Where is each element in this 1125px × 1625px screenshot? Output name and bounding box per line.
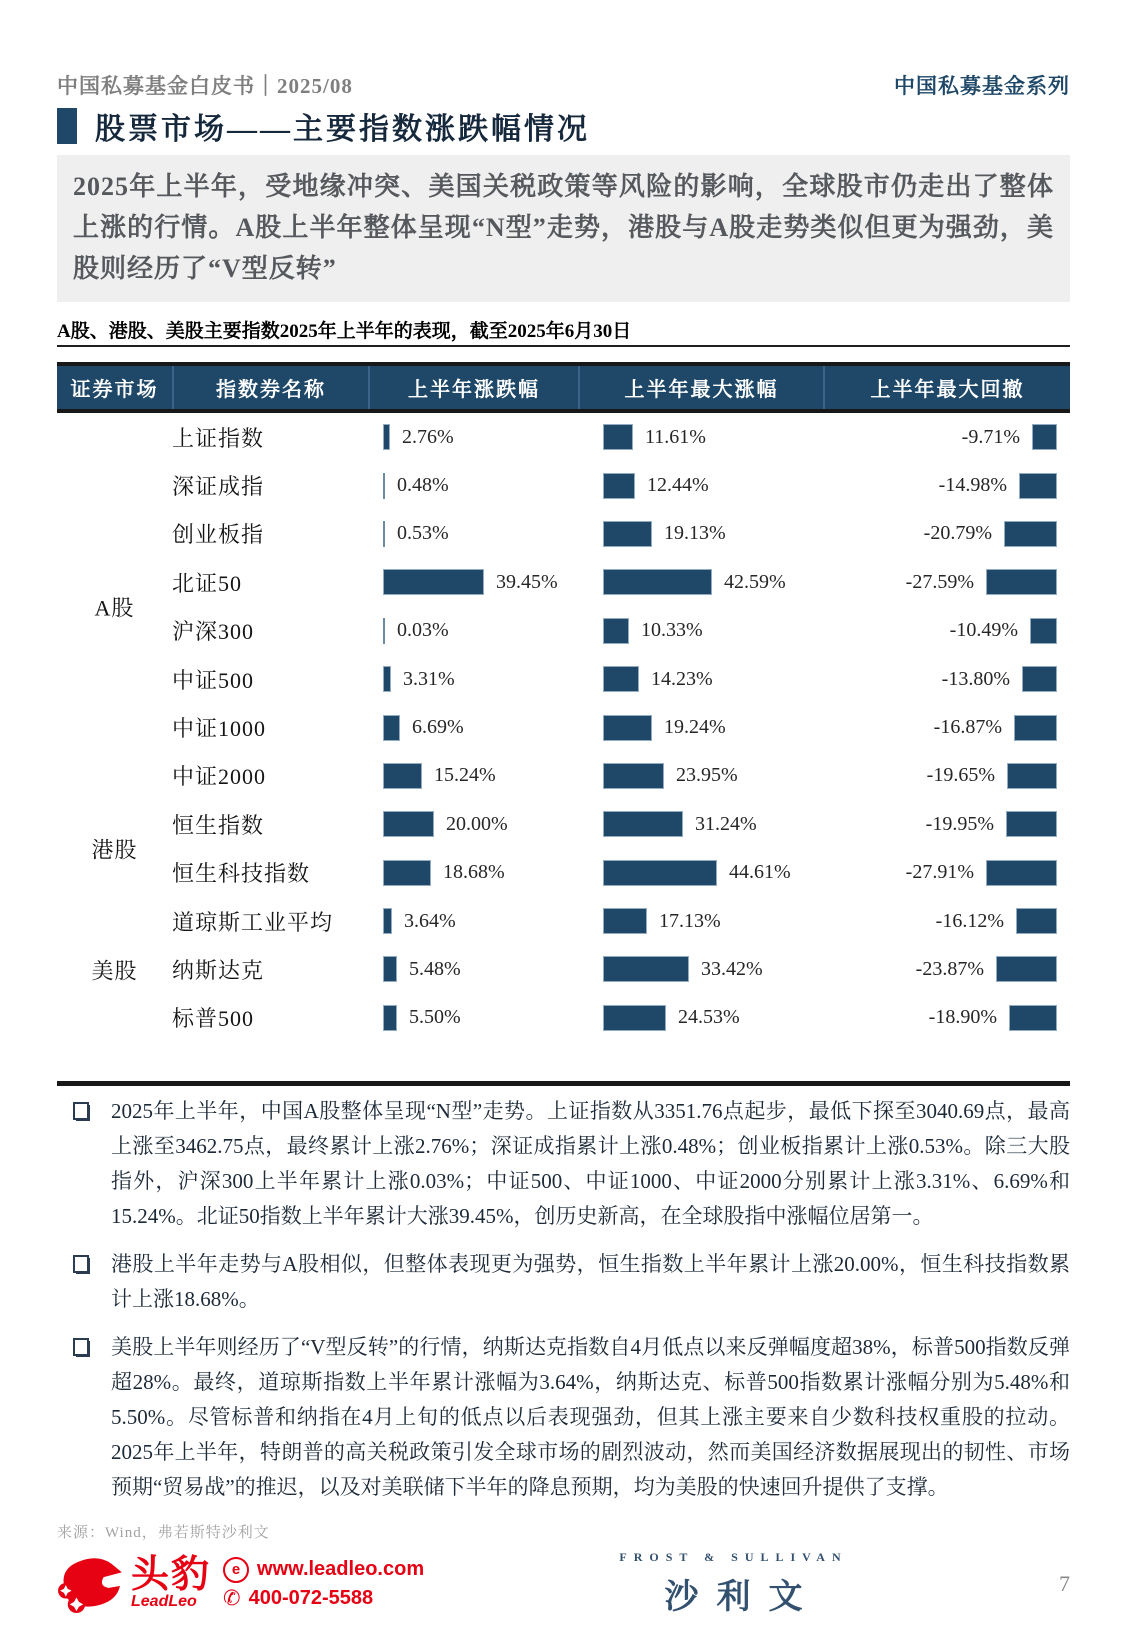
col-header-max-dd: 上半年最大回撤 [823, 366, 1070, 409]
bullet-square-icon [73, 1338, 89, 1356]
change-bar [383, 618, 385, 644]
index-name: 深证成指 [172, 474, 265, 500]
index-name: 道琼斯工业平均 [172, 909, 334, 935]
index-name: 中证500 [172, 667, 255, 693]
change-bar [383, 811, 434, 837]
leadleo-logo [57, 1554, 457, 1614]
table-row [57, 849, 1070, 897]
col-header-max-gain: 上半年最大涨幅 [578, 366, 823, 409]
table-row [57, 461, 1070, 509]
max-gain-cell [578, 569, 823, 595]
max-gain-bar [603, 473, 635, 499]
table-bottom-rule [57, 1081, 1070, 1086]
max-drawdown-value: -10.49% [949, 619, 1018, 642]
max-gain-value: 17.13% [659, 909, 721, 932]
change-bar [383, 860, 431, 886]
max-gain-cell [578, 763, 823, 789]
frost-sullivan-logo [457, 1550, 1010, 1618]
max-gain-value: 44.61% [729, 861, 791, 884]
max-drawdown-value: -19.65% [926, 764, 995, 787]
market-group-label: 美股 [91, 958, 138, 984]
max-gain-cell [578, 521, 823, 547]
max-drawdown-bar [1030, 618, 1057, 644]
max-drawdown-cell [823, 424, 1070, 450]
table-row [57, 897, 1070, 945]
col-header-change: 上半年涨跌幅 [368, 366, 578, 409]
leadleo-website: www.leadleo.com [257, 1558, 425, 1580]
max-drawdown-value: -14.98% [938, 474, 1007, 497]
source-note: 来源：Wind，弗若斯特沙利文 [57, 1525, 270, 1541]
max-drawdown-cell [823, 618, 1070, 644]
max-drawdown-value: -13.80% [941, 667, 1010, 690]
max-gain-value: 33.42% [701, 957, 763, 980]
note-a-share [57, 1094, 1070, 1234]
frost-logo-cn: 沙利文 [664, 1579, 821, 1616]
max-gain-bar [603, 569, 712, 595]
max-gain-cell [578, 908, 823, 934]
max-gain-cell [578, 811, 823, 837]
change-value: 3.31% [403, 667, 455, 690]
max-gain-bar [603, 618, 629, 644]
max-drawdown-value: -20.79% [923, 522, 992, 545]
max-gain-value: 19.13% [664, 522, 726, 545]
max-gain-value: 14.23% [651, 667, 713, 690]
max-drawdown-cell [823, 763, 1070, 789]
max-drawdown-bar [1032, 424, 1057, 450]
max-drawdown-cell [823, 473, 1070, 499]
max-gain-cell [578, 618, 823, 644]
index-name: 纳斯达克 [172, 957, 265, 983]
max-drawdown-cell [823, 1005, 1070, 1031]
table-row [57, 703, 1070, 751]
half-year-change-cell [368, 569, 578, 595]
bullet-square-icon [73, 1255, 89, 1273]
note-hk [57, 1247, 1070, 1317]
change-bar [383, 473, 385, 499]
phone-icon: ✆ [223, 1587, 241, 1610]
max-gain-cell [578, 860, 823, 886]
max-gain-cell [578, 666, 823, 692]
max-gain-bar [603, 666, 639, 692]
change-value: 5.50% [409, 1006, 461, 1029]
table-row [57, 655, 1070, 703]
change-bar [383, 666, 391, 692]
change-bar [383, 569, 484, 595]
half-year-change-cell [368, 618, 578, 644]
table-body [57, 413, 1070, 1042]
half-year-change-cell [368, 521, 578, 547]
index-name: 创业板指 [172, 522, 265, 548]
max-drawdown-cell [823, 811, 1070, 837]
max-gain-cell [578, 956, 823, 982]
max-gain-bar [603, 521, 652, 547]
change-bar [383, 424, 390, 450]
max-drawdown-cell [823, 956, 1070, 982]
max-drawdown-bar [986, 569, 1057, 595]
change-value: 3.64% [404, 909, 456, 932]
note-text: 美股上半年则经历了“V型反转”的行情，纳斯达克指数自4月低点以来反弹幅度超38%，标普500指数反弹超28%。最终，道琼斯指数上半年累计涨幅为3.64%，纳斯达克、标普500指数累计涨幅分别为5.48%和5.50%。尽管标普和纳指在4月上旬的低点以后表现强劲，但其上涨主要来自少数科技权重股的拉动。2025年上半年，特朗普的高关税政策引发全球市场的剧烈波动，然而美国经济数据展现出的韧性、市场预期“贸易战”的推迟，以及对美联储下半年的降息预期，均为美股的快速回升提供了支撑。 [111, 1335, 1070, 1499]
max-drawdown-cell [823, 521, 1070, 547]
max-gain-value: 24.53% [678, 1006, 740, 1029]
max-drawdown-value: -16.12% [935, 909, 1004, 932]
max-drawdown-bar [1006, 811, 1057, 837]
leopard-icon [57, 1554, 123, 1614]
change-bar [383, 908, 392, 934]
table-row [57, 800, 1070, 848]
section-title-row [57, 104, 590, 148]
section-title: 股票市场——主要指数涨跌幅情况 [95, 113, 590, 146]
change-value: 0.53% [397, 522, 449, 545]
change-bar [383, 763, 422, 789]
max-drawdown-bar [1009, 1005, 1057, 1031]
max-gain-bar [603, 956, 689, 982]
leadleo-name-cn: 头豹 [131, 1554, 212, 1596]
half-year-change-cell [368, 424, 578, 450]
max-drawdown-value: -16.87% [933, 716, 1002, 739]
table-row [57, 510, 1070, 558]
table-header [57, 362, 1070, 413]
max-gain-bar [603, 908, 647, 934]
change-bar [383, 715, 400, 741]
max-gain-cell [578, 473, 823, 499]
max-gain-value: 19.24% [664, 716, 726, 739]
half-year-change-cell [368, 763, 578, 789]
title-marker [57, 108, 77, 144]
max-drawdown-value: -27.91% [905, 861, 974, 884]
change-value: 18.68% [443, 861, 505, 884]
index-name: 恒生科技指数 [172, 861, 311, 887]
table-row [57, 752, 1070, 800]
max-drawdown-value: -19.95% [925, 812, 994, 835]
half-year-change-cell [368, 956, 578, 982]
half-year-change-cell [368, 666, 578, 692]
max-drawdown-bar [986, 860, 1057, 886]
note-text: 2025年上半年，中国A股整体呈现“N型”走势。上证指数从3351.76点起步，最低下探至3040.69点，最高上涨至3462.75点，最终累计上涨2.76%；深证成指累计上涨0.48%；创业板指累计上涨0.53%。除三大股指外，沪深300上半年累计上涨0.03%；中证500、中证1000、中证2000分别累计上涨3.31%、6.69%和15.24%。北证50指数上半年累计大涨39.45%，创历史新高，在全球股指中涨幅位居第一。 [111, 1099, 1070, 1228]
max-drawdown-cell [823, 860, 1070, 886]
doc-header [57, 70, 1070, 100]
leadleo-name-latin: LeadLeo [131, 1593, 197, 1610]
note-text: 港股上半年走势与A股相似，但整体表现更为强势，恒生指数上半年累计上涨20.00%，恒生科技指数累计上涨18.68%。 [111, 1252, 1070, 1311]
frost-logo-en: FROST & SULLIVAN [619, 1550, 848, 1564]
max-gain-cell [578, 424, 823, 450]
max-gain-value: 11.61% [645, 425, 706, 448]
max-gain-cell [578, 1005, 823, 1031]
max-gain-bar [603, 860, 717, 886]
caption-rule [57, 345, 1070, 347]
table-row [57, 413, 1070, 461]
index-name: 中证1000 [172, 716, 267, 742]
max-drawdown-cell [823, 569, 1070, 595]
change-bar [383, 521, 385, 547]
max-gain-value: 23.95% [676, 764, 738, 787]
table-caption: A股、港股、美股主要指数2025年上半年的表现，截至2025年6月30日 [57, 321, 632, 342]
page-number: 7 [1059, 1571, 1070, 1596]
change-bar [383, 956, 397, 982]
col-header-market: 证券市场 [70, 379, 159, 401]
max-drawdown-bar [1019, 473, 1057, 499]
index-name: 沪深300 [172, 619, 255, 645]
bullet-square-icon [73, 1102, 89, 1120]
change-value: 20.00% [446, 812, 508, 835]
max-drawdown-bar [1007, 763, 1057, 789]
leadleo-globe-icon: e [223, 1557, 249, 1583]
index-name: 上证指数 [172, 425, 265, 451]
max-drawdown-value: -23.87% [915, 957, 984, 980]
max-gain-cell [578, 715, 823, 741]
table-row [57, 607, 1070, 655]
half-year-change-cell [368, 908, 578, 934]
max-gain-bar [603, 1005, 666, 1031]
half-year-change-cell [368, 1005, 578, 1031]
max-gain-bar [603, 763, 664, 789]
max-gain-value: 31.24% [695, 812, 757, 835]
half-year-change-cell [368, 473, 578, 499]
max-drawdown-bar [1014, 715, 1057, 741]
max-drawdown-bar [1004, 521, 1057, 547]
note-us [57, 1330, 1070, 1505]
notes-and-footer [57, 1094, 1070, 1618]
page-footer [57, 1550, 1070, 1618]
max-drawdown-value: -18.90% [928, 1006, 997, 1029]
max-drawdown-cell [823, 908, 1070, 934]
max-drawdown-value: -9.71% [961, 425, 1020, 448]
index-name: 标普500 [172, 1006, 255, 1032]
half-year-change-cell [368, 811, 578, 837]
change-bar [383, 1005, 397, 1031]
max-drawdown-bar [1016, 908, 1057, 934]
max-drawdown-cell [823, 715, 1070, 741]
change-value: 2.76% [402, 425, 454, 448]
max-gain-bar [603, 715, 652, 741]
change-value: 0.48% [397, 474, 449, 497]
highlight-summary: 2025年上半年，受地缘冲突、美国关税政策等风险的影响，全球股市仍走出了整体上涨的行情。A股上半年整体呈现“N型”走势，港股与A股走势类似但更为强劲，美股则经历了“V型反转” [57, 155, 1070, 302]
max-gain-value: 10.33% [641, 619, 703, 642]
change-value: 5.48% [409, 957, 461, 980]
index-name: 中证2000 [172, 764, 267, 790]
max-drawdown-bar [1022, 666, 1057, 692]
half-year-change-cell [368, 715, 578, 741]
table-row [57, 558, 1070, 606]
market-group-label: A股 [94, 595, 135, 621]
col-header-name: 指数券名称 [172, 366, 368, 409]
change-value: 6.69% [412, 716, 464, 739]
max-gain-value: 12.44% [647, 474, 709, 497]
max-drawdown-value: -27.59% [905, 570, 974, 593]
table-row [57, 994, 1070, 1042]
half-year-change-cell [368, 860, 578, 886]
change-value: 15.24% [434, 764, 496, 787]
table-row [57, 945, 1070, 993]
max-gain-bar [603, 424, 633, 450]
change-value: 39.45% [496, 570, 558, 593]
leadleo-phone: 400-072-5588 [248, 1587, 374, 1609]
index-name: 北证50 [172, 570, 243, 596]
max-drawdown-bar [996, 956, 1057, 982]
change-value: 0.03% [397, 619, 449, 642]
doc-header-right: 中国私募基金系列 [894, 74, 1070, 98]
index-name: 恒生指数 [172, 812, 265, 838]
max-gain-bar [603, 811, 683, 837]
doc-header-left: 中国私募基金白皮书｜2025/08 [57, 74, 353, 98]
max-gain-value: 42.59% [724, 570, 786, 593]
max-drawdown-cell [823, 666, 1070, 692]
market-group-label: 港股 [91, 837, 138, 863]
